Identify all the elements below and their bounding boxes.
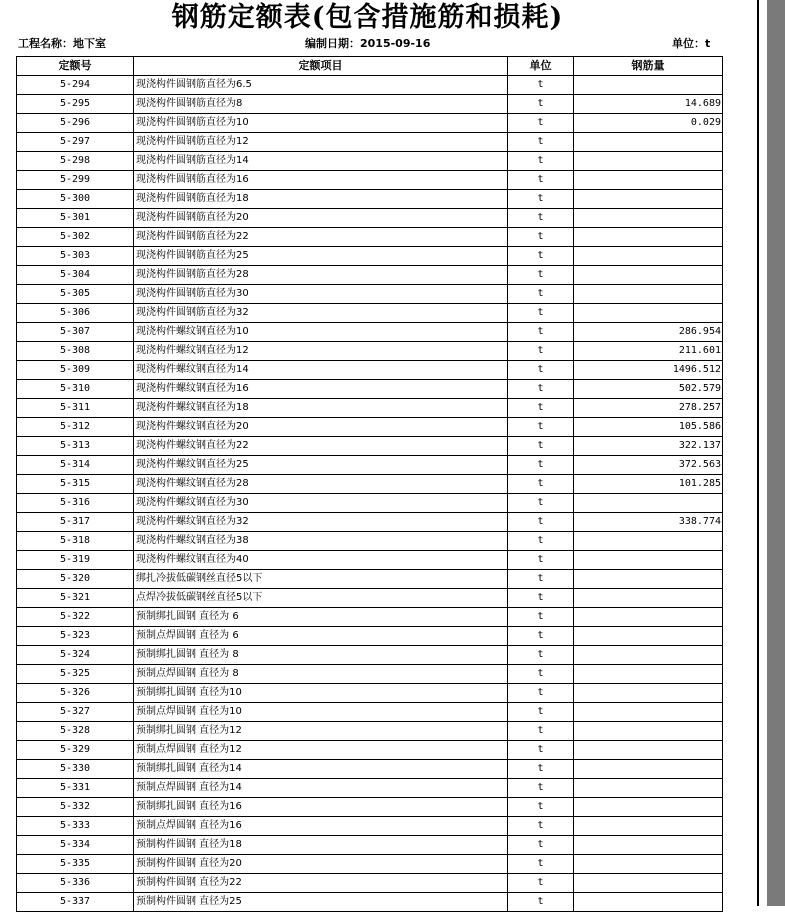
row-code: 5-297 — [17, 133, 134, 152]
row-unit: t — [508, 171, 574, 190]
row-quantity — [574, 760, 723, 779]
row-item: 现浇构件螺纹钢直径为14 — [134, 361, 508, 380]
row-item: 现浇构件螺纹钢直径为25 — [134, 456, 508, 475]
row-code: 5-310 — [17, 380, 134, 399]
row-quantity — [574, 722, 723, 741]
row-quantity — [574, 684, 723, 703]
table-row — [17, 361, 723, 380]
row-code: 5-333 — [17, 817, 134, 836]
row-item: 现浇构件圆钢筋直径为30 — [134, 285, 508, 304]
row-item: 预制绑扎圆钢 直径为12 — [134, 722, 508, 741]
row-item: 现浇构件圆钢筋直径为22 — [134, 228, 508, 247]
table-row — [17, 342, 723, 361]
row-item: 现浇构件螺纹钢直径为10 — [134, 323, 508, 342]
row-quantity — [574, 494, 723, 513]
row-quantity — [574, 76, 723, 95]
row-item: 预制点焊圆钢 直径为14 — [134, 779, 508, 798]
table-row — [17, 285, 723, 304]
table-row — [17, 380, 723, 399]
row-item: 现浇构件圆钢筋直径为10 — [134, 114, 508, 133]
row-quantity: 278.257 — [574, 399, 723, 418]
table-row — [17, 418, 723, 437]
row-unit: t — [508, 722, 574, 741]
table-row — [17, 665, 723, 684]
row-code: 5-300 — [17, 190, 134, 209]
row-code: 5-299 — [17, 171, 134, 190]
row-quantity — [574, 190, 723, 209]
row-quantity — [574, 874, 723, 893]
row-item: 现浇构件圆钢筋直径为14 — [134, 152, 508, 171]
row-quantity — [574, 741, 723, 760]
table-row — [17, 247, 723, 266]
row-item: 现浇构件圆钢筋直径为28 — [134, 266, 508, 285]
row-unit: t — [508, 456, 574, 475]
row-code: 5-334 — [17, 836, 134, 855]
table-row — [17, 228, 723, 247]
row-item: 预制绑扎圆钢 直径为 8 — [134, 646, 508, 665]
row-code: 5-304 — [17, 266, 134, 285]
row-unit: t — [508, 285, 574, 304]
row-code: 5-316 — [17, 494, 134, 513]
row-unit: t — [508, 532, 574, 551]
row-quantity — [574, 627, 723, 646]
row-unit: t — [508, 418, 574, 437]
row-item: 绑扎冷拔低碳钢丝直径5以下 — [134, 570, 508, 589]
row-code: 5-301 — [17, 209, 134, 228]
row-unit: t — [508, 266, 574, 285]
table-header-row — [17, 57, 723, 76]
row-unit: t — [508, 551, 574, 570]
row-unit: t — [508, 855, 574, 874]
row-unit: t — [508, 399, 574, 418]
row-unit: t — [508, 133, 574, 152]
row-unit: t — [508, 76, 574, 95]
table-row — [17, 532, 723, 551]
table-row — [17, 171, 723, 190]
row-quantity — [574, 779, 723, 798]
table-row — [17, 399, 723, 418]
header-code: 定额号 — [17, 57, 134, 76]
table-row — [17, 209, 723, 228]
row-item: 现浇构件圆钢筋直径为18 — [134, 190, 508, 209]
row-quantity — [574, 798, 723, 817]
table-row — [17, 855, 723, 874]
row-item: 预制构件圆钢 直径为22 — [134, 874, 508, 893]
row-quantity: 105.586 — [574, 418, 723, 437]
row-code: 5-330 — [17, 760, 134, 779]
table-row — [17, 437, 723, 456]
row-quantity — [574, 646, 723, 665]
row-quantity — [574, 855, 723, 874]
row-code: 5-329 — [17, 741, 134, 760]
row-unit: t — [508, 893, 574, 912]
table-row — [17, 836, 723, 855]
row-quantity — [574, 152, 723, 171]
row-item: 预制点焊圆钢 直径为 8 — [134, 665, 508, 684]
row-unit: t — [508, 817, 574, 836]
table-row — [17, 741, 723, 760]
row-quantity — [574, 665, 723, 684]
row-quantity: 372.563 — [574, 456, 723, 475]
table-row — [17, 456, 723, 475]
row-code: 5-313 — [17, 437, 134, 456]
row-unit: t — [508, 703, 574, 722]
row-item: 现浇构件螺纹钢直径为22 — [134, 437, 508, 456]
table-row — [17, 589, 723, 608]
table-row — [17, 190, 723, 209]
table-row — [17, 152, 723, 171]
row-unit: t — [508, 323, 574, 342]
row-item: 现浇构件圆钢筋直径为32 — [134, 304, 508, 323]
row-code: 5-335 — [17, 855, 134, 874]
row-code: 5-337 — [17, 893, 134, 912]
row-code: 5-332 — [17, 798, 134, 817]
row-unit: t — [508, 114, 574, 133]
row-code: 5-296 — [17, 114, 134, 133]
page-title: 钢筋定额表(包含措施筋和损耗) — [171, 2, 564, 33]
row-item: 预制绑扎圆钢 直径为10 — [134, 684, 508, 703]
header-unit: 单位 — [508, 57, 574, 76]
row-code: 5-298 — [17, 152, 134, 171]
row-code: 5-295 — [17, 95, 134, 114]
row-unit: t — [508, 741, 574, 760]
row-item: 现浇构件螺纹钢直径为16 — [134, 380, 508, 399]
row-unit: t — [508, 779, 574, 798]
row-quantity — [574, 228, 723, 247]
row-code: 5-336 — [17, 874, 134, 893]
row-code: 5-312 — [17, 418, 134, 437]
row-unit: t — [508, 475, 574, 494]
row-code: 5-324 — [17, 646, 134, 665]
row-unit: t — [508, 380, 574, 399]
row-code: 5-305 — [17, 285, 134, 304]
row-quantity: 14.689 — [574, 95, 723, 114]
table-row — [17, 627, 723, 646]
row-unit: t — [508, 361, 574, 380]
table-row — [17, 779, 723, 798]
row-item: 预制构件圆钢 直径为20 — [134, 855, 508, 874]
header-quantity: 钢筋量 — [574, 57, 723, 76]
row-quantity: 1496.512 — [574, 361, 723, 380]
table-row — [17, 323, 723, 342]
row-code: 5-303 — [17, 247, 134, 266]
table-row — [17, 646, 723, 665]
row-unit: t — [508, 684, 574, 703]
row-item: 现浇构件圆钢筋直径为12 — [134, 133, 508, 152]
row-unit: t — [508, 247, 574, 266]
row-item: 现浇构件圆钢筋直径为6.5 — [134, 76, 508, 95]
table-row — [17, 760, 723, 779]
project-name: 工程名称：地下室 — [18, 37, 106, 50]
compile-date: 编制日期：2015-09-16 — [305, 37, 431, 50]
row-unit: t — [508, 589, 574, 608]
row-code: 5-294 — [17, 76, 134, 95]
row-item: 预制绑扎圆钢 直径为 6 — [134, 608, 508, 627]
row-unit: t — [508, 646, 574, 665]
table-row — [17, 608, 723, 627]
row-item: 现浇构件螺纹钢直径为12 — [134, 342, 508, 361]
row-unit: t — [508, 209, 574, 228]
row-code: 5-309 — [17, 361, 134, 380]
row-quantity — [574, 171, 723, 190]
row-unit: t — [508, 874, 574, 893]
row-quantity — [574, 266, 723, 285]
row-code: 5-328 — [17, 722, 134, 741]
table-row — [17, 722, 723, 741]
row-code: 5-315 — [17, 475, 134, 494]
row-item: 现浇构件圆钢筋直径为20 — [134, 209, 508, 228]
row-quantity — [574, 608, 723, 627]
row-item: 预制点焊圆钢 直径为12 — [134, 741, 508, 760]
row-code: 5-311 — [17, 399, 134, 418]
row-item: 预制绑扎圆钢 直径为16 — [134, 798, 508, 817]
row-unit: t — [508, 798, 574, 817]
row-quantity — [574, 570, 723, 589]
row-quantity: 322.137 — [574, 437, 723, 456]
quota-table — [16, 56, 723, 912]
row-item: 现浇构件螺纹钢直径为20 — [134, 418, 508, 437]
row-item: 现浇构件螺纹钢直径为40 — [134, 551, 508, 570]
row-unit: t — [508, 513, 574, 532]
row-quantity — [574, 836, 723, 855]
row-code: 5-321 — [17, 589, 134, 608]
row-item: 现浇构件圆钢筋直径为16 — [134, 171, 508, 190]
row-unit: t — [508, 152, 574, 171]
row-code: 5-331 — [17, 779, 134, 798]
row-unit: t — [508, 342, 574, 361]
table-row — [17, 817, 723, 836]
row-quantity — [574, 532, 723, 551]
row-quantity — [574, 304, 723, 323]
row-code: 5-308 — [17, 342, 134, 361]
row-item: 现浇构件螺纹钢直径为18 — [134, 399, 508, 418]
row-unit: t — [508, 228, 574, 247]
row-code: 5-302 — [17, 228, 134, 247]
row-code: 5-326 — [17, 684, 134, 703]
row-item: 现浇构件圆钢筋直径为8 — [134, 95, 508, 114]
table-row — [17, 703, 723, 722]
row-unit: t — [508, 304, 574, 323]
row-unit: t — [508, 190, 574, 209]
row-quantity — [574, 247, 723, 266]
page-edge-line — [757, 0, 759, 906]
table-row — [17, 114, 723, 133]
row-code: 5-306 — [17, 304, 134, 323]
row-quantity — [574, 209, 723, 228]
row-quantity: 502.579 — [574, 380, 723, 399]
table-row — [17, 76, 723, 95]
row-code: 5-325 — [17, 665, 134, 684]
row-item: 预制点焊圆钢 直径为10 — [134, 703, 508, 722]
row-code: 5-327 — [17, 703, 134, 722]
row-item: 预制构件圆钢 直径为25 — [134, 893, 508, 912]
row-quantity — [574, 893, 723, 912]
row-code: 5-318 — [17, 532, 134, 551]
row-item: 点焊冷拔低碳钢丝直径5以下 — [134, 589, 508, 608]
row-unit: t — [508, 760, 574, 779]
table-row — [17, 684, 723, 703]
table-row — [17, 266, 723, 285]
row-code: 5-317 — [17, 513, 134, 532]
table-row — [17, 475, 723, 494]
row-quantity — [574, 551, 723, 570]
row-unit: t — [508, 608, 574, 627]
table-row — [17, 893, 723, 912]
table-row — [17, 304, 723, 323]
row-quantity: 0.029 — [574, 114, 723, 133]
row-item: 现浇构件螺纹钢直径为28 — [134, 475, 508, 494]
row-code: 5-319 — [17, 551, 134, 570]
row-quantity — [574, 589, 723, 608]
row-quantity — [574, 703, 723, 722]
window-scroll-area[interactable] — [767, 0, 785, 906]
table-row — [17, 798, 723, 817]
row-item: 现浇构件螺纹钢直径为38 — [134, 532, 508, 551]
row-code: 5-322 — [17, 608, 134, 627]
row-unit: t — [508, 836, 574, 855]
row-quantity — [574, 133, 723, 152]
row-code: 5-323 — [17, 627, 134, 646]
row-code: 5-307 — [17, 323, 134, 342]
row-code: 5-320 — [17, 570, 134, 589]
row-quantity — [574, 285, 723, 304]
row-item: 现浇构件圆钢筋直径为25 — [134, 247, 508, 266]
row-item: 现浇构件螺纹钢直径为32 — [134, 513, 508, 532]
table-row — [17, 570, 723, 589]
row-item: 预制点焊圆钢 直径为16 — [134, 817, 508, 836]
table-row — [17, 874, 723, 893]
row-quantity: 211.601 — [574, 342, 723, 361]
unit-label: 单位：t — [672, 37, 711, 50]
table-row — [17, 551, 723, 570]
row-unit: t — [508, 437, 574, 456]
row-item: 现浇构件螺纹钢直径为30 — [134, 494, 508, 513]
header-item: 定额项目 — [134, 57, 508, 76]
row-unit: t — [508, 570, 574, 589]
row-unit: t — [508, 627, 574, 646]
row-unit: t — [508, 95, 574, 114]
row-quantity: 286.954 — [574, 323, 723, 342]
table-row — [17, 95, 723, 114]
table-row — [17, 494, 723, 513]
row-quantity: 101.285 — [574, 475, 723, 494]
row-item: 预制点焊圆钢 直径为 6 — [134, 627, 508, 646]
row-item: 预制绑扎圆钢 直径为14 — [134, 760, 508, 779]
row-code: 5-314 — [17, 456, 134, 475]
row-item: 预制构件圆钢 直径为18 — [134, 836, 508, 855]
row-quantity — [574, 817, 723, 836]
row-unit: t — [508, 494, 574, 513]
row-unit: t — [508, 665, 574, 684]
row-quantity: 338.774 — [574, 513, 723, 532]
table-row — [17, 513, 723, 532]
table-row — [17, 133, 723, 152]
